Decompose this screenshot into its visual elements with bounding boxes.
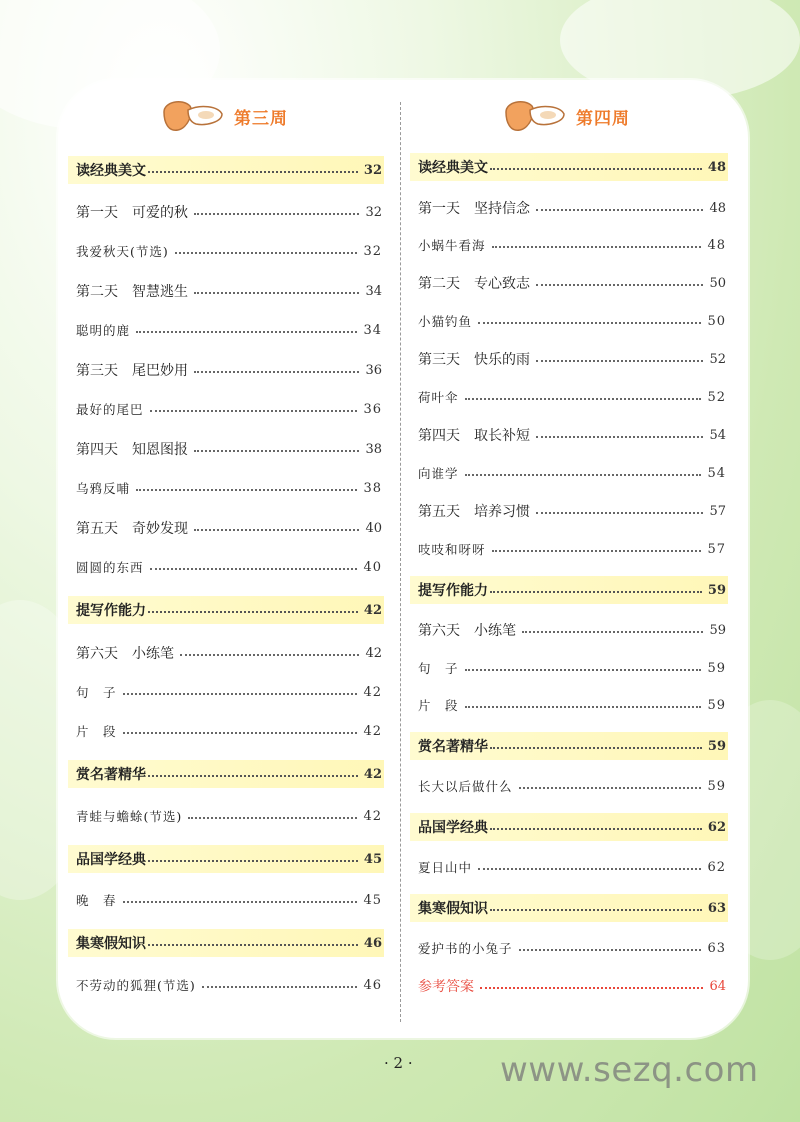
toc-section[interactable] [410, 894, 728, 922]
dot-leader [123, 693, 358, 695]
toc-page-number: 62 [707, 859, 726, 875]
toc-page-number: 40 [363, 559, 382, 575]
toc-page-number: 57 [707, 541, 726, 557]
toc-page-number: 42 [363, 808, 382, 824]
toc-page-number: 54 [709, 427, 726, 443]
dot-leader [490, 168, 702, 170]
toc-label: 第五天 奇妙发现 [76, 521, 188, 537]
toc-page-number: 52 [709, 351, 726, 367]
toc-entry[interactable] [68, 435, 384, 463]
toc-entry[interactable] [68, 886, 384, 914]
toc-label: 提写作能力 [418, 583, 488, 599]
toc-page-number: 38 [365, 441, 382, 457]
toc-label: 第六天 小练笔 [76, 646, 174, 662]
toc-entry[interactable] [68, 237, 384, 265]
toc-page-number: 34 [363, 322, 382, 338]
dot-leader [136, 489, 357, 491]
toc-label: 第二天 智慧逃生 [76, 284, 188, 300]
dot-leader [148, 944, 358, 946]
toc-label: 小猫钓鱼 [418, 314, 473, 329]
toc-page-number: 57 [709, 503, 726, 519]
toc-section[interactable] [68, 845, 384, 873]
toc-label: 句 子 [76, 685, 117, 700]
dot-leader [148, 171, 358, 173]
toc-section[interactable] [410, 813, 728, 841]
toc-entry[interactable] [410, 459, 728, 487]
toc-page-number: 64 [709, 978, 726, 994]
toc-label: 第三天 尾巴妙用 [76, 363, 188, 379]
toc-page-number: 42 [363, 602, 382, 618]
shell-icon [502, 98, 568, 134]
toc-page-number: 38 [363, 480, 382, 496]
toc-page-number: 50 [709, 275, 726, 291]
toc-section[interactable] [68, 760, 384, 788]
toc-entry[interactable] [410, 383, 728, 411]
toc-section[interactable] [410, 576, 728, 604]
toc-label: 读经典美文 [418, 160, 488, 176]
toc-page-number: 32 [363, 162, 382, 178]
week-title: 第三周 [234, 108, 288, 129]
toc-label: 第一天 可爱的秋 [76, 205, 188, 221]
toc-label: 我爱秋天(节选) [76, 244, 169, 259]
column-divider [400, 102, 401, 1022]
week-header-left [160, 98, 288, 134]
dot-leader [150, 410, 358, 412]
dot-leader [519, 787, 702, 789]
toc-entry[interactable] [68, 356, 384, 384]
toc-page-number: 63 [707, 940, 726, 956]
dot-leader [465, 398, 702, 400]
toc-page-number: 63 [707, 900, 726, 916]
toc-label: 不劳动的狐狸(节选) [76, 978, 196, 993]
dot-leader [148, 860, 358, 862]
toc-page-number: 48 [707, 237, 726, 253]
dot-leader [490, 747, 702, 749]
toc-page-number: 40 [365, 520, 382, 536]
toc-section[interactable] [410, 153, 728, 181]
toc-entry[interactable] [68, 553, 384, 581]
toc-entry[interactable] [68, 395, 384, 423]
shell-icon [160, 98, 226, 134]
dot-leader [175, 252, 358, 254]
toc-page-number: 36 [365, 362, 382, 378]
dot-leader [180, 654, 359, 656]
toc-page-number: 45 [363, 892, 382, 908]
toc-label: 集寒假知识 [418, 901, 488, 917]
dot-leader [194, 292, 359, 294]
watermark: www.sezq.com [500, 1050, 759, 1090]
toc-entry[interactable] [68, 316, 384, 344]
toc-entry[interactable] [68, 971, 384, 999]
toc-page-number: 42 [363, 723, 382, 739]
dot-leader [148, 775, 358, 777]
dot-leader [148, 611, 358, 613]
toc-entry[interactable] [410, 345, 728, 373]
toc-entry[interactable] [68, 277, 384, 305]
toc-answer-entry[interactable] [410, 972, 728, 1000]
dot-leader [123, 901, 358, 903]
dot-leader [519, 949, 702, 951]
dot-leader [465, 669, 702, 671]
toc-entry[interactable] [68, 678, 384, 706]
toc-page-number: 34 [365, 283, 382, 299]
toc-entry[interactable] [410, 535, 728, 563]
toc-entry[interactable] [410, 691, 728, 719]
dot-leader [480, 987, 703, 989]
toc-label: 夏日山中 [418, 860, 473, 875]
toc-page-number: 59 [707, 697, 726, 713]
toc-page-number: 59 [707, 778, 726, 794]
toc-entry[interactable] [68, 198, 384, 226]
dot-leader [465, 474, 702, 476]
week-title: 第四周 [576, 108, 630, 129]
dot-leader [536, 512, 703, 514]
dot-leader [136, 331, 357, 333]
toc-label: 片 段 [418, 698, 459, 713]
dot-leader [536, 284, 703, 286]
dot-leader [536, 436, 703, 438]
toc-label: 第三天 快乐的雨 [418, 352, 530, 368]
dot-leader [490, 591, 702, 593]
toc-label: 圆圆的东西 [76, 560, 144, 575]
toc-label: 小蜗牛看海 [418, 238, 486, 253]
toc-entry[interactable] [410, 934, 728, 962]
toc-label: 第四天 取长补短 [418, 428, 530, 444]
toc-label: 爱护书的小兔子 [418, 941, 513, 956]
toc-page-number: 42 [363, 684, 382, 700]
toc-label: 第六天 小练笔 [418, 623, 516, 639]
toc-entry[interactable] [410, 194, 728, 222]
toc-page-number: 45 [363, 851, 382, 867]
toc-label: 最好的尾巴 [76, 402, 144, 417]
toc-label: 第五天 培养习惯 [418, 504, 530, 520]
toc-entry[interactable] [68, 717, 384, 745]
toc-label: 品国学经典 [76, 852, 146, 868]
toc-page-number: 52 [707, 389, 726, 405]
dot-leader [490, 828, 702, 830]
toc-label: 长大以后做什么 [418, 779, 513, 794]
toc-label: 第一天 坚持信念 [418, 201, 530, 217]
toc-entry[interactable] [410, 497, 728, 525]
toc-entry[interactable] [410, 654, 728, 682]
dot-leader [123, 732, 358, 734]
dot-leader [194, 213, 359, 215]
toc-entry[interactable] [410, 853, 728, 881]
dot-leader [202, 986, 358, 988]
toc-section[interactable] [68, 596, 384, 624]
toc-page-number: 54 [707, 465, 726, 481]
toc-label: 荷叶伞 [418, 390, 459, 405]
dot-leader [478, 322, 701, 324]
toc-entry[interactable] [410, 231, 728, 259]
toc-label: 第二天 专心致志 [418, 276, 530, 292]
toc-page-number: 59 [707, 660, 726, 676]
toc-entry[interactable] [410, 307, 728, 335]
toc-entry[interactable] [410, 269, 728, 297]
toc-page-number: 59 [707, 738, 726, 754]
dot-leader [194, 529, 359, 531]
toc-page-number: 59 [707, 582, 726, 598]
toc-entry[interactable] [410, 772, 728, 800]
toc-label: 句 子 [418, 661, 459, 676]
dot-leader [150, 568, 358, 570]
toc-label: 集寒假知识 [76, 936, 146, 952]
dot-leader [536, 209, 703, 211]
toc-page-number: 32 [365, 204, 382, 220]
toc-label: 晚 春 [76, 893, 117, 908]
dot-leader [492, 246, 702, 248]
toc-label: 乌鸦反哺 [76, 481, 131, 496]
toc-label: 提写作能力 [76, 603, 146, 619]
toc-label: 赏名著精华 [418, 739, 488, 755]
toc-page-number: 36 [363, 401, 382, 417]
toc-section[interactable] [410, 732, 728, 760]
dot-leader [194, 450, 359, 452]
toc-page-number: 42 [363, 766, 382, 782]
dot-leader [194, 371, 359, 373]
toc-label: 聪明的鹿 [76, 323, 131, 338]
dot-leader [478, 868, 701, 870]
toc-page-number: 42 [365, 645, 382, 661]
toc-page-number: 48 [709, 200, 726, 216]
dot-leader [522, 631, 703, 633]
toc-page-number: 32 [363, 243, 382, 259]
toc-page-number: 48 [707, 159, 726, 175]
toc-entry[interactable] [68, 802, 384, 830]
dot-leader [492, 550, 702, 552]
toc-page-number: 62 [707, 819, 726, 835]
toc-entry[interactable] [410, 616, 728, 644]
toc-page-number: 46 [363, 977, 382, 993]
toc-label: 参考答案 [418, 979, 474, 995]
toc-label: 片 段 [76, 724, 117, 739]
toc-label: 吱吱和呀呀 [418, 542, 486, 557]
toc-page-number: 59 [709, 622, 726, 638]
dot-leader [490, 909, 702, 911]
dot-leader [188, 817, 357, 819]
toc-entry[interactable] [68, 514, 384, 542]
toc-label: 第四天 知恩图报 [76, 442, 188, 458]
toc-label: 青蛙与蟾蜍(节选) [76, 809, 183, 824]
toc-page-number: 46 [363, 935, 382, 951]
toc-label: 读经典美文 [76, 163, 146, 179]
dot-leader [465, 706, 702, 708]
toc-label: 向谁学 [418, 466, 459, 481]
page-number: · 2 · [384, 1054, 413, 1072]
toc-label: 品国学经典 [418, 820, 488, 836]
toc-entry[interactable] [68, 639, 384, 667]
toc-section[interactable] [68, 156, 384, 184]
toc-page-number: 50 [707, 313, 726, 329]
toc-entry[interactable] [410, 421, 728, 449]
toc-section[interactable] [68, 929, 384, 957]
week-header-right [502, 98, 630, 134]
toc-entry[interactable] [68, 474, 384, 502]
toc-label: 赏名著精华 [76, 767, 146, 783]
dot-leader [536, 360, 703, 362]
